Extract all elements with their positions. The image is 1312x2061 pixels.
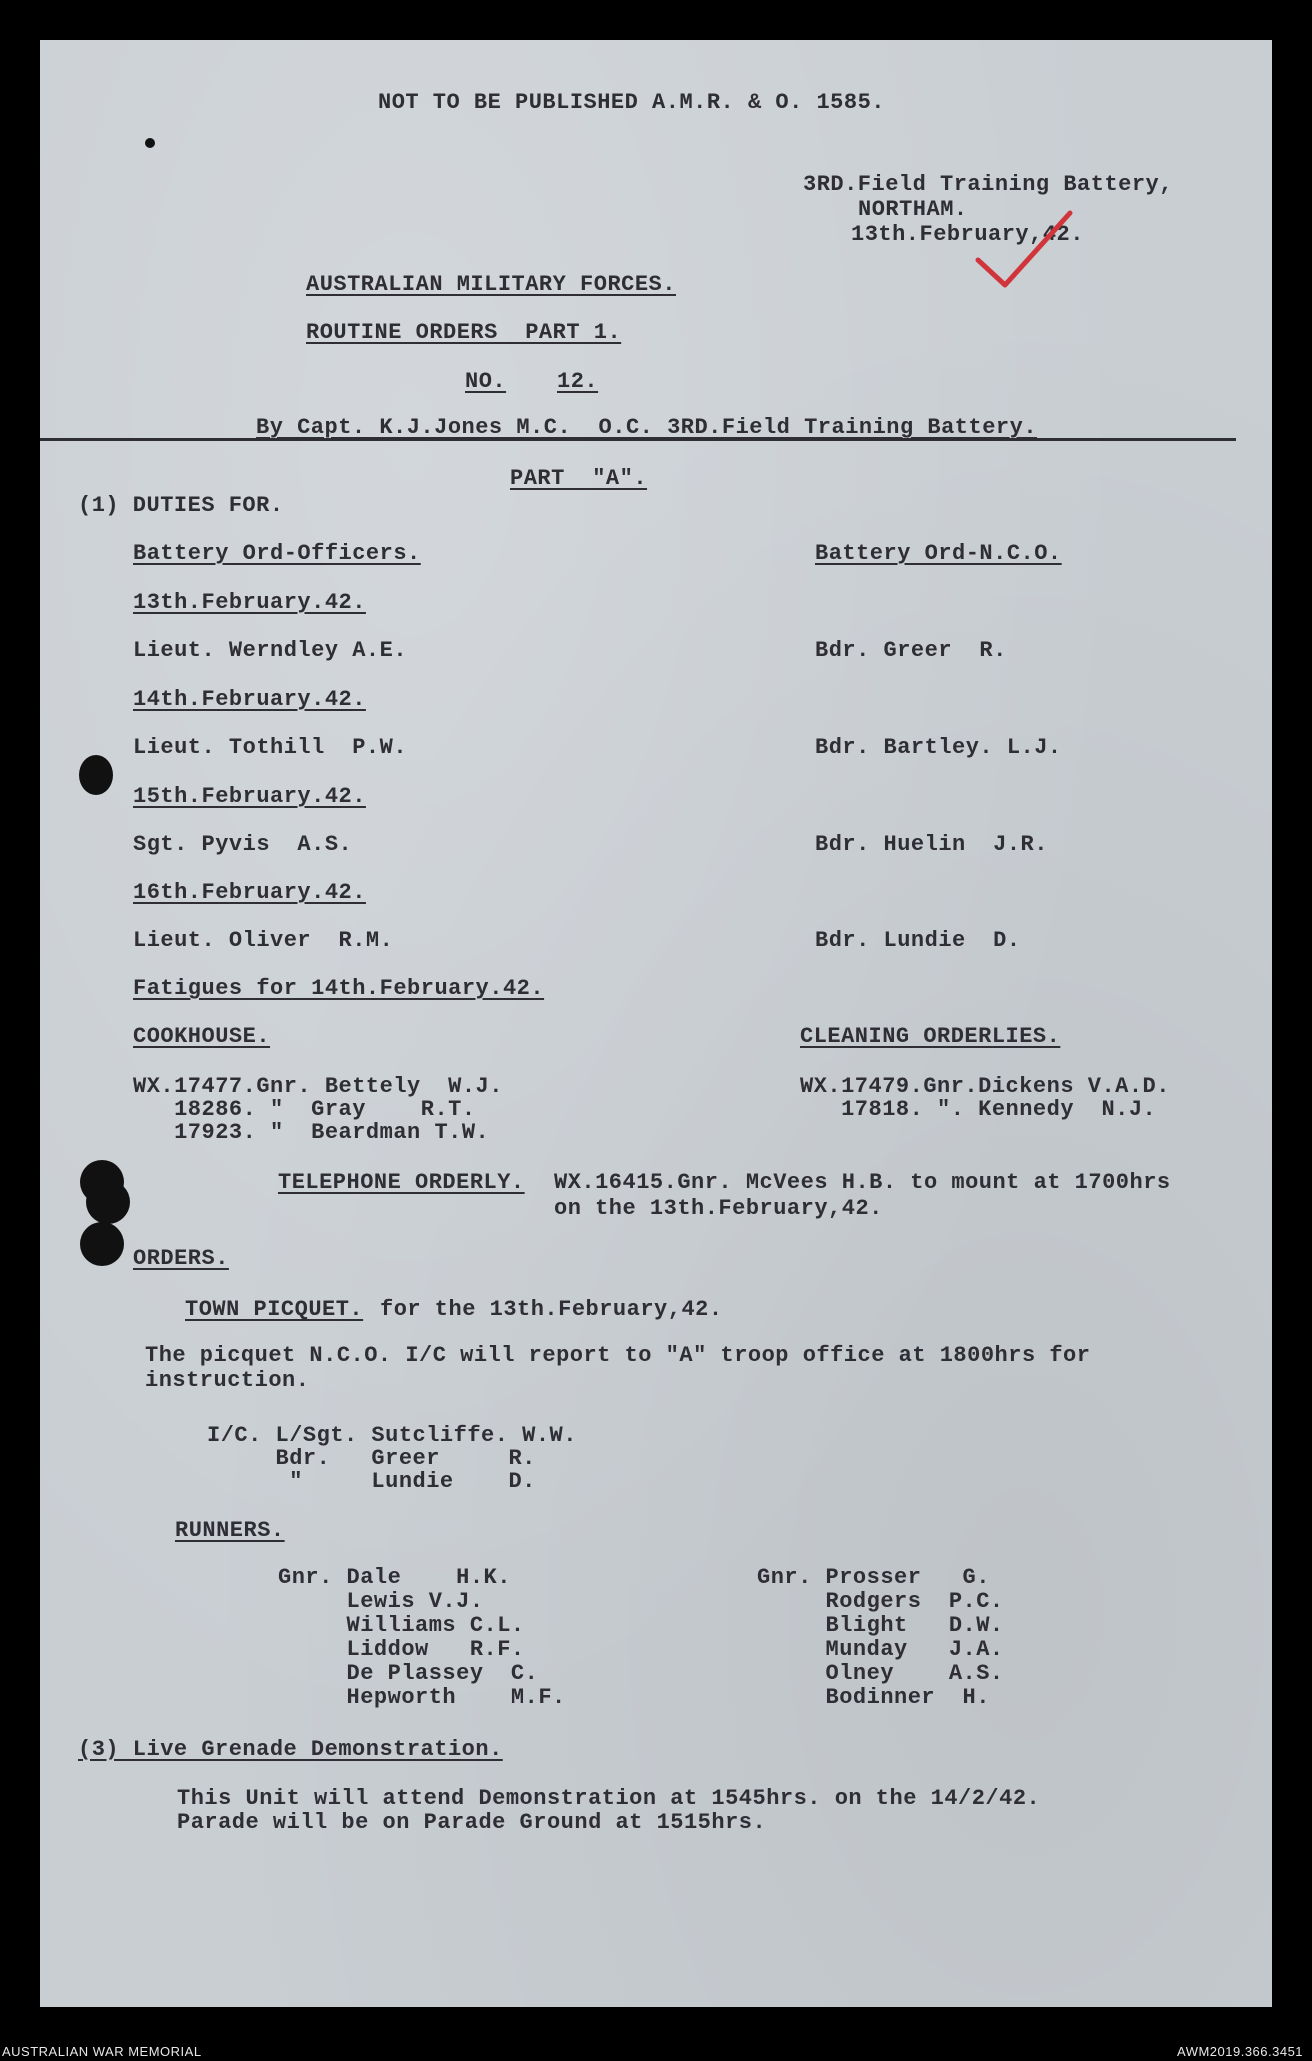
runner-right: Gnr. Prosser G. — [757, 1565, 990, 1590]
fatigues-heading: Fatigues for 14th.February.42. — [133, 976, 545, 1001]
orders-heading: ORDERS. — [133, 1246, 229, 1271]
footer-accession: AWM2019.366.3451 — [1177, 2044, 1304, 2059]
runner-right: Rodgers P.C. — [757, 1589, 1004, 1614]
punch-hole — [80, 1222, 124, 1266]
forces-title: AUSTRALIAN MILITARY FORCES. — [306, 272, 676, 297]
duty-date: 14th.February.42. — [133, 687, 366, 712]
picquet-instruction: The picquet N.C.O. I/C will report to "A" troop office at 1800hrs for — [145, 1343, 1091, 1368]
duty-date: 16th.February.42. — [133, 880, 366, 905]
duty-nco: Bdr. Bartley. L.J. — [815, 735, 1062, 760]
runner-left: De Plassey C. — [278, 1661, 539, 1686]
punch-hole — [79, 755, 113, 795]
red-checkmark — [970, 205, 1080, 295]
part-title: PART "A". — [510, 466, 648, 491]
runner-right: Bodinner H. — [757, 1685, 990, 1710]
runner-left: Liddow R.F. — [278, 1637, 525, 1662]
runner-right: Munday J.A. — [757, 1637, 1004, 1662]
cleaning-heading: CLEANING ORDERLIES. — [800, 1024, 1061, 1049]
telephone-label: TELEPHONE ORDERLY. — [278, 1170, 525, 1195]
duty-date: 13th.February.42. — [133, 590, 366, 615]
grenade-heading: (3) Live Grenade Demonstration. — [78, 1737, 503, 1762]
by-line: By Capt. K.J.Jones M.C. O.C. 3RD.Field Training Battery. — [256, 415, 1038, 440]
runner-left: Gnr. Dale H.K. — [278, 1565, 511, 1590]
cookhouse-entry: WX.17477.Gnr. Bettely W.J. — [133, 1074, 503, 1099]
duty-officer: Lieut. Oliver R.M. — [133, 928, 394, 953]
telephone-text: WX.16415.Gnr. McVees H.B. to mount at 1700hrs — [554, 1170, 1171, 1195]
grenade-text: This Unit will attend Demonstration at 1545hrs. on the 14/2/42. — [177, 1786, 1041, 1811]
cookhouse-heading: COOKHOUSE. — [133, 1024, 271, 1049]
runner-left: Williams C.L. — [278, 1613, 525, 1638]
restriction-line: NOT TO BE PUBLISHED A.M.R. & O. 1585. — [378, 90, 885, 115]
duty-date: 15th.February.42. — [133, 784, 366, 809]
nco-heading: Battery Ord-N.C.O. — [815, 541, 1062, 566]
picquet-instruction: instruction. — [145, 1368, 310, 1393]
unit-name: 3RD.Field Training Battery, — [803, 172, 1173, 197]
cleaning-entry: WX.17479.Gnr.Dickens V.A.D. — [800, 1074, 1170, 1099]
officers-heading: Battery Ord-Officers. — [133, 541, 421, 566]
picquet-label: TOWN PICQUET. — [185, 1297, 364, 1322]
telephone-text: on the 13th.February,42. — [554, 1196, 883, 1221]
punch-hole — [86, 1180, 130, 1224]
duty-officer: Sgt. Pyvis A.S. — [133, 832, 353, 857]
order-date: 13th.February,42. — [851, 222, 1084, 247]
grenade-text: Parade will be on Parade Ground at 1515hrs. — [177, 1810, 767, 1835]
duty-nco: Bdr. Lundie D. — [815, 928, 1021, 953]
duties-heading: (1) DUTIES FOR. — [78, 493, 284, 518]
picquet-member: I/C. L/Sgt. Sutcliffe. W.W. — [207, 1423, 577, 1448]
order-number-label: NO. — [465, 369, 507, 394]
routine-orders-title: ROUTINE ORDERS PART 1. — [306, 320, 622, 345]
footer-source: AUSTRALIAN WAR MEMORIAL — [2, 2044, 202, 2059]
picquet-member: Bdr. Greer R. — [207, 1446, 536, 1471]
duty-officer: Lieut. Tothill P.W. — [133, 735, 408, 760]
unit-location: NORTHAM. — [858, 197, 968, 222]
runner-left: Hepworth M.F. — [278, 1685, 566, 1710]
runners-heading: RUNNERS. — [175, 1518, 285, 1543]
cookhouse-entry: 17923. " Beardman T.W. — [133, 1120, 490, 1145]
order-number-value: 12. — [557, 369, 599, 394]
runner-right: Blight D.W. — [757, 1613, 1004, 1638]
ink-mark — [145, 138, 155, 148]
runner-left: Lewis V.J. — [278, 1589, 484, 1614]
duty-nco: Bdr. Greer R. — [815, 638, 1007, 663]
picquet-member: " Lundie D. — [207, 1469, 536, 1494]
duty-nco: Bdr. Huelin J.R. — [815, 832, 1048, 857]
duty-officer: Lieut. Werndley A.E. — [133, 638, 408, 663]
cleaning-entry: 17818. ". Kennedy N.J. — [800, 1097, 1157, 1122]
cookhouse-entry: 18286. " Gray R.T. — [133, 1097, 476, 1122]
runner-right: Olney A.S. — [757, 1661, 1004, 1686]
picquet-date: for the 13th.February,42. — [380, 1297, 723, 1322]
